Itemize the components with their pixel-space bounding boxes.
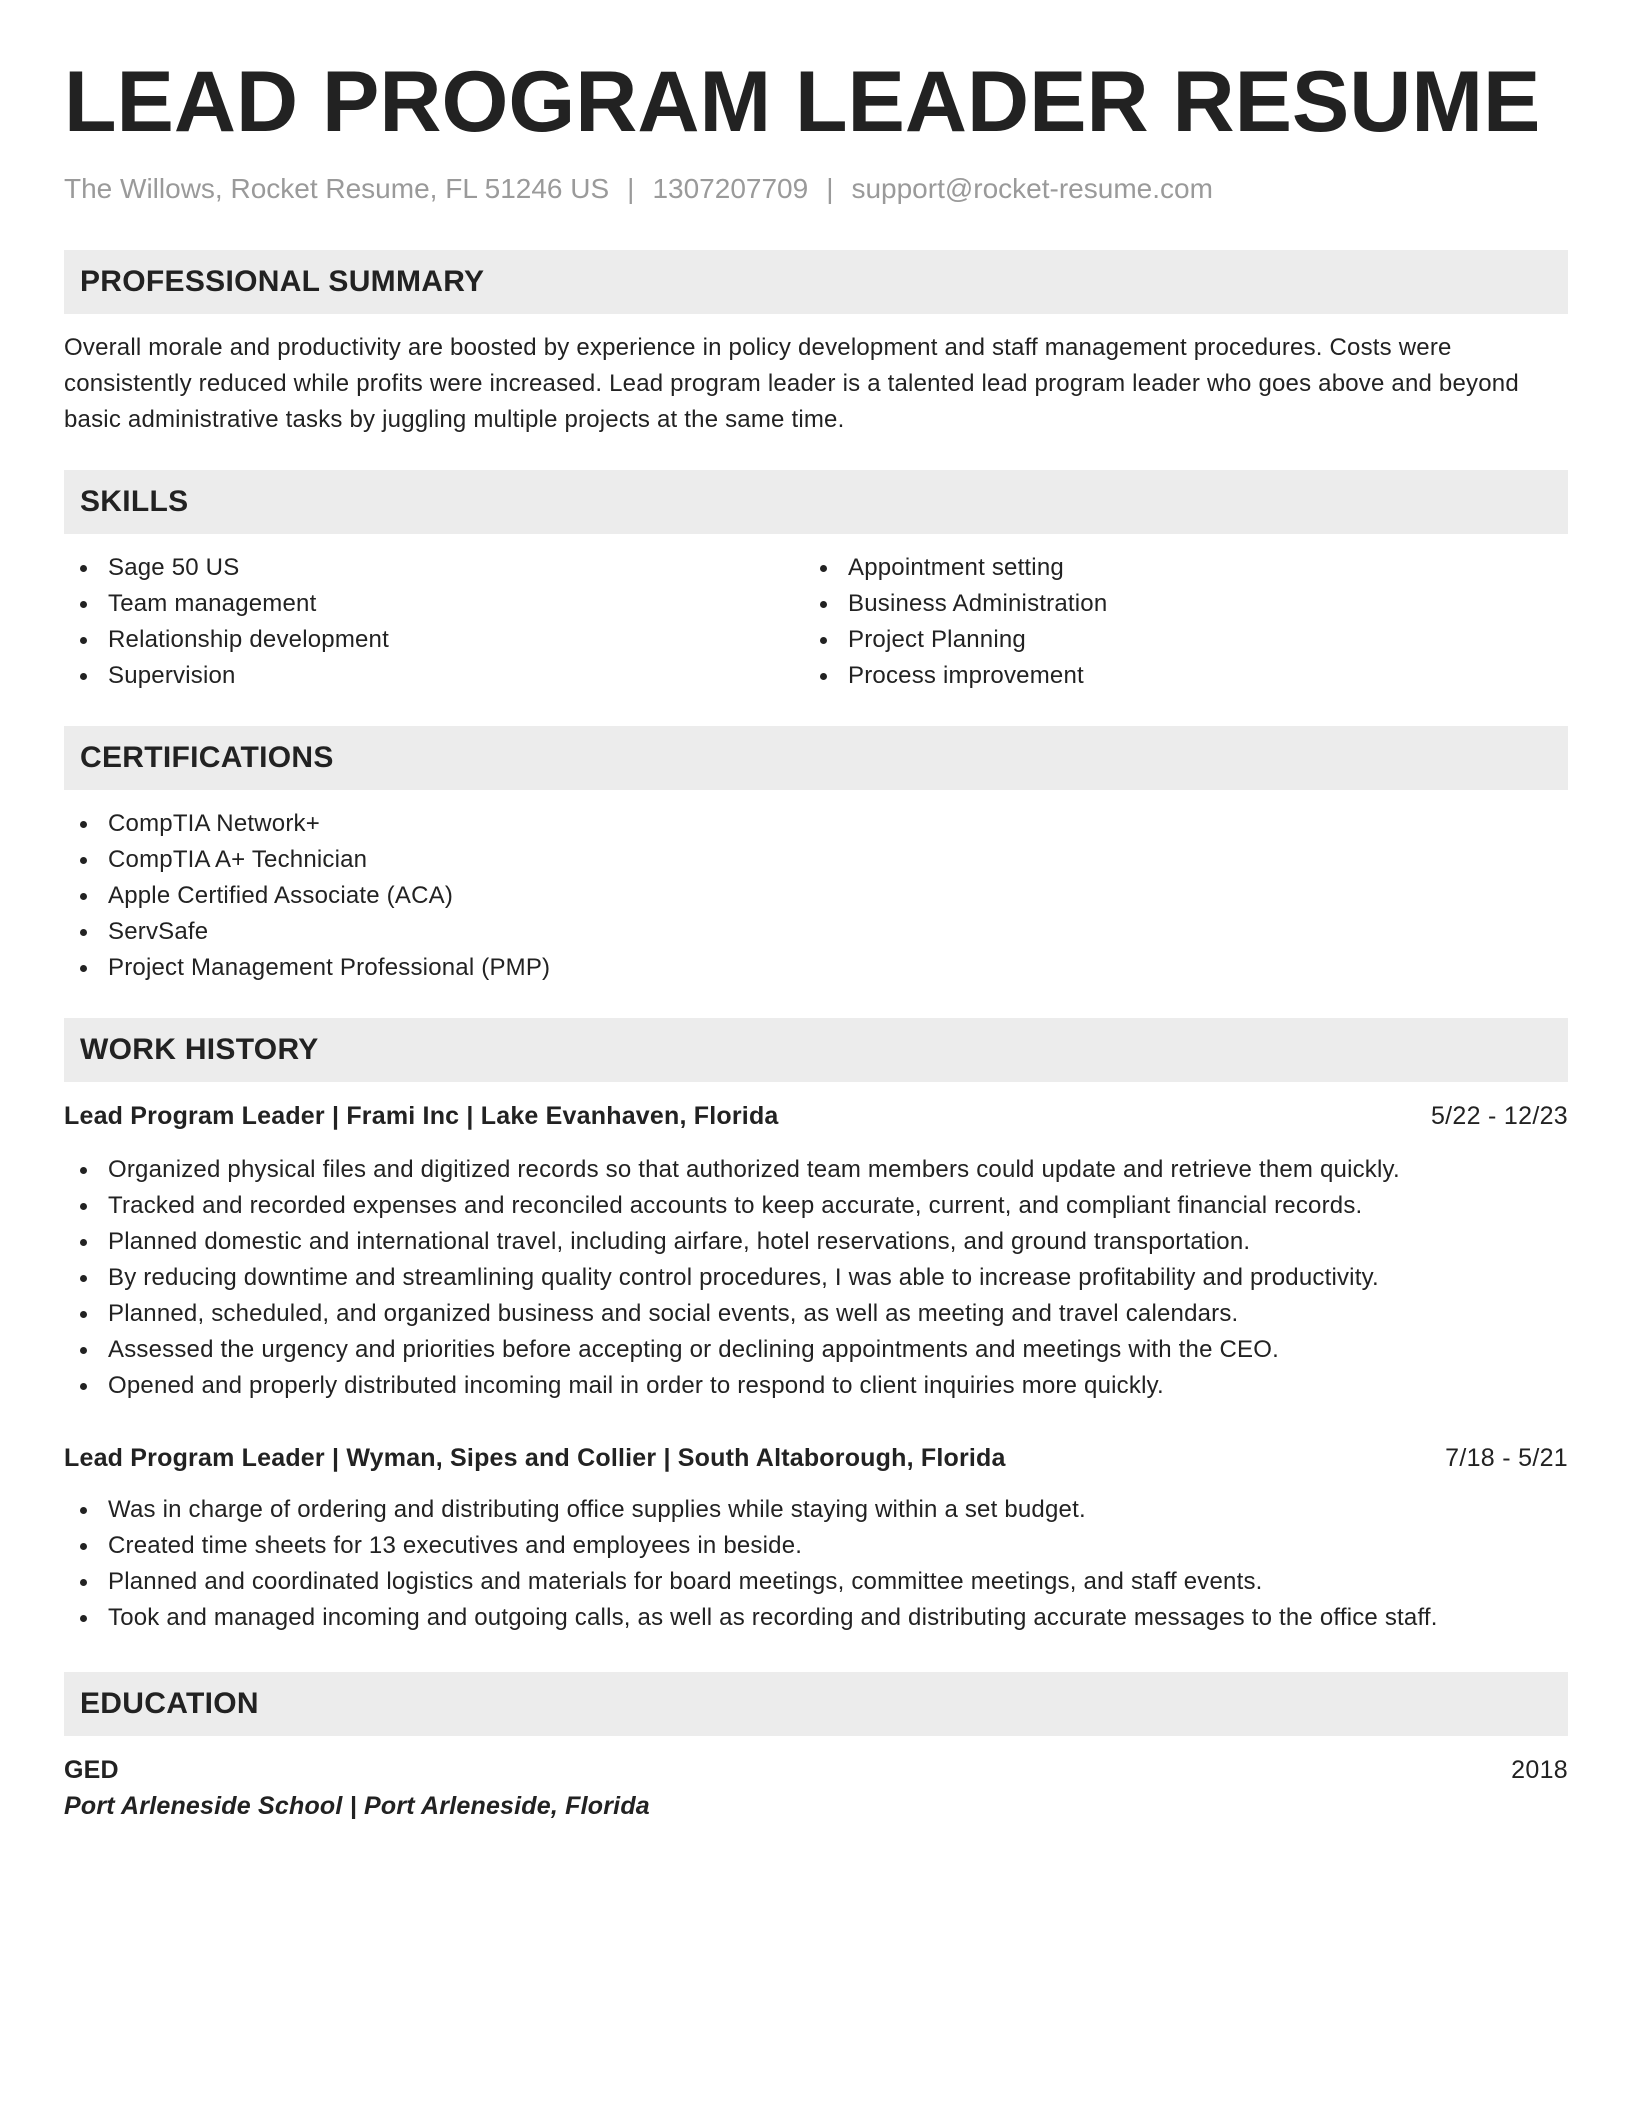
education-heading: EDUCATION bbox=[64, 1672, 1568, 1736]
job-header bbox=[64, 1098, 1568, 1134]
education-entry bbox=[64, 1752, 1568, 1824]
skill-item: Appointment setting bbox=[804, 550, 1544, 586]
job-bullet: By reducing downtime and streamlining quality control procedures, I was able to increase profitability and productivity. bbox=[64, 1260, 1568, 1296]
job-bullet: Planned domestic and international travel, including airfare, hotel reservations, and ground transportation. bbox=[64, 1224, 1568, 1260]
skills-column-right bbox=[804, 550, 1544, 694]
summary-heading: PROFESSIONAL SUMMARY bbox=[64, 250, 1568, 314]
education-degree: GED bbox=[64, 1756, 119, 1784]
certification-item: ServSafe bbox=[64, 914, 1568, 950]
certification-item: Apple Certified Associate (ACA) bbox=[64, 878, 1568, 914]
job-entry bbox=[64, 1440, 1568, 1636]
job-entry bbox=[64, 1098, 1568, 1404]
job-dates: 7/18 - 5/21 bbox=[1445, 1444, 1568, 1472]
job-bullet: Planned and coordinated logistics and materials for board meetings, committee meetings, and staff events. bbox=[64, 1564, 1568, 1600]
skills-heading: SKILLS bbox=[64, 470, 1568, 534]
skill-item: Project Planning bbox=[804, 622, 1544, 658]
job-title: Lead Program Leader | Wyman, Sipes and Collier | South Altaborough, Florida bbox=[64, 1444, 1006, 1472]
certifications-list bbox=[64, 806, 1568, 986]
contact-email: support@rocket-resume.com bbox=[851, 173, 1213, 204]
skills-column-left bbox=[64, 550, 804, 694]
skill-item: Supervision bbox=[64, 658, 804, 694]
job-bullet: Planned, scheduled, and organized business and social events, as well as meeting and travel calendars. bbox=[64, 1296, 1568, 1332]
skill-item: Sage 50 US bbox=[64, 550, 804, 586]
job-bullet: Organized physical files and digitized records so that authorized team members could update and retrieve them quickly. bbox=[64, 1152, 1568, 1188]
contact-address: The Willows, Rocket Resume, FL 51246 US bbox=[64, 173, 610, 204]
contact-separator: | bbox=[826, 173, 834, 204]
job-title: Lead Program Leader | Frami Inc | Lake Evanhaven, Florida bbox=[64, 1102, 779, 1130]
job-bullets bbox=[64, 1152, 1568, 1404]
work-history-heading: WORK HISTORY bbox=[64, 1018, 1568, 1082]
education-header bbox=[64, 1752, 1568, 1788]
skill-item: Relationship development bbox=[64, 622, 804, 658]
job-bullet: Was in charge of ordering and distributing office supplies while staying within a set budget. bbox=[64, 1492, 1568, 1528]
skills-list bbox=[64, 550, 1568, 694]
resume-title: LEAD PROGRAM LEADER RESUME bbox=[64, 54, 1541, 150]
contact-separator: | bbox=[627, 173, 635, 204]
job-bullet: Took and managed incoming and outgoing calls, as well as recording and distributing accurate messages to the office staff. bbox=[64, 1600, 1568, 1636]
job-dates: 5/22 - 12/23 bbox=[1430, 1102, 1568, 1130]
certification-item: Project Management Professional (PMP) bbox=[64, 950, 1568, 986]
certifications-heading: CERTIFICATIONS bbox=[64, 726, 1568, 790]
job-bullet: Opened and properly distributed incoming mail in order to respond to client inquiries more quickly. bbox=[64, 1368, 1568, 1404]
job-header bbox=[64, 1440, 1568, 1476]
skill-item: Team management bbox=[64, 586, 804, 622]
skill-item: Process improvement bbox=[804, 658, 1544, 694]
summary-text: Overall morale and productivity are boosted by experience in policy development and staff management procedures. Costs were consistently reduced while profits were increased. Lead program leader is a talented lead program leader who goes above and beyond basic administrative tasks by juggling multiple projects at the same time. bbox=[64, 334, 1519, 433]
job-bullets bbox=[64, 1492, 1568, 1636]
skill-item: Business Administration bbox=[804, 586, 1544, 622]
contact-phone: 1307207709 bbox=[652, 173, 809, 204]
education-school: Port Arleneside School | Port Arleneside, Florida bbox=[64, 1792, 650, 1820]
job-bullet: Assessed the urgency and priorities before accepting or declining appointments and meetings with the CEO. bbox=[64, 1332, 1568, 1368]
certification-item: CompTIA A+ Technician bbox=[64, 842, 1568, 878]
education-year: 2018 bbox=[1511, 1756, 1568, 1784]
job-bullet: Tracked and recorded expenses and reconciled accounts to keep accurate, current, and compliant financial records. bbox=[64, 1188, 1568, 1224]
contact-line bbox=[64, 172, 1568, 206]
job-bullet: Created time sheets for 13 executives and employees in beside. bbox=[64, 1528, 1568, 1564]
certification-item: CompTIA Network+ bbox=[64, 806, 1568, 842]
